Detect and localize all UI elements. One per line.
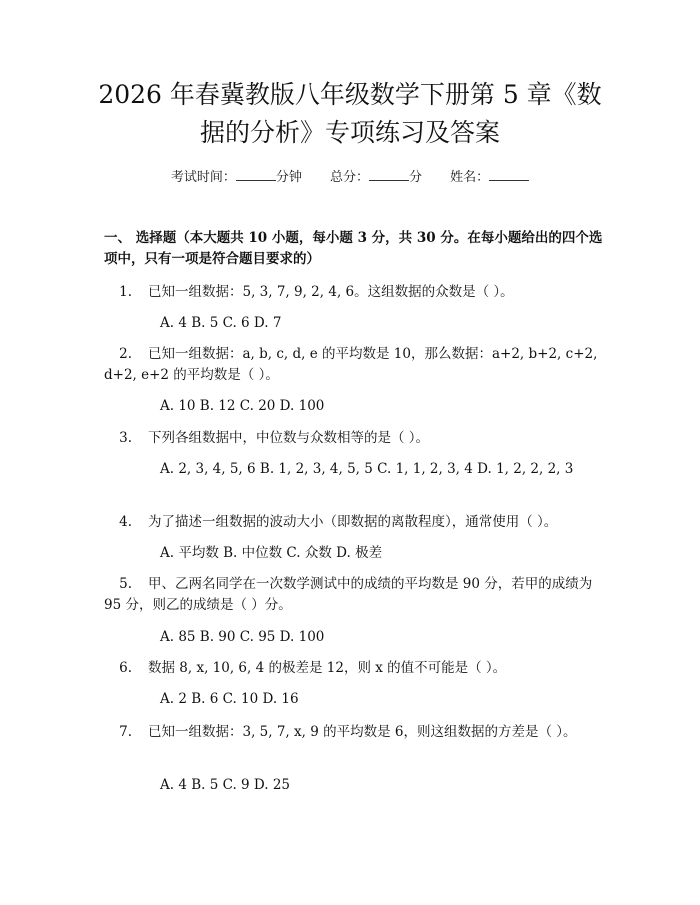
student-name-label: 姓名：	[450, 170, 490, 185]
question-1	[104, 282, 604, 303]
question-number: 6.	[119, 660, 132, 676]
question-text: 甲、乙两名同学在一次数学测试中的成绩的平均数是 90 分，若甲的成绩为 95 分，则乙的成绩是（ ）分。	[104, 576, 593, 613]
question-7-options: A. 4 B. 5 C. 9 D. 25	[160, 777, 291, 793]
total-score-unit: 分	[409, 170, 423, 185]
exam-time-label: 考试时间：	[170, 170, 236, 185]
student-name-blank	[489, 168, 529, 181]
question-3-options: A. 2, 3, 4, 5, 6 B. 1, 2, 3, 4, 5, 5 C. 1, 1, 2, 3, 4 D. 1, 2, 2, 2, 3	[160, 461, 574, 477]
question-text: 数据 8, x, 10, 6, 4 的极差是 12，则 x 的值不可能是（ ）。	[148, 660, 507, 676]
question-5-options: A. 85 B. 90 C. 95 D. 100	[160, 629, 325, 645]
question-number: 3.	[119, 430, 132, 446]
question-text: 为了描述一组数据的波动大小（即数据的离散程度），通常使用（ ）。	[148, 514, 558, 530]
question-text: 下列各组数据中，中位数与众数相等的是（ ）。	[148, 430, 430, 446]
question-3	[104, 428, 604, 449]
document-title	[70, 76, 630, 152]
question-4	[104, 512, 604, 533]
total-score	[330, 170, 426, 185]
question-7	[104, 722, 604, 743]
question-1-options: A. 4 B. 5 C. 6 D. 7	[160, 315, 282, 331]
total-score-blank	[369, 168, 409, 181]
question-4-options: A. 平均数 B. 中位数 C. 众数 D. 极差	[160, 545, 383, 561]
question-2	[104, 344, 604, 386]
question-number: 1.	[119, 284, 132, 300]
question-text: 已知一组数据：a, b, c, d, e 的平均数是 10，那么数据：a+2, b+2, c+2, d+2, e+2 的平均数是（ ）。	[104, 346, 598, 383]
title-line-1: 2026 年春冀教版八年级数学下册第 5 章《数	[98, 80, 602, 109]
exam-time-unit: 分钟	[275, 170, 302, 185]
question-2-options: A. 10 B. 12 C. 20 D. 100	[160, 398, 325, 414]
question-number: 4.	[119, 514, 132, 530]
exam-time-blank	[236, 168, 276, 181]
question-text: 已知一组数据：3, 5, 7, x, 9 的平均数是 6，则这组数据的方差是（ ）。	[148, 724, 577, 740]
exam-time	[171, 170, 306, 185]
title-line-2: 据的分析》专项练习及答案	[199, 118, 500, 147]
question-6	[104, 658, 604, 679]
question-5	[104, 574, 604, 616]
student-name	[450, 170, 529, 185]
question-number: 2.	[119, 346, 132, 362]
question-text: 已知一组数据：5, 3, 7, 9, 2, 4, 6。这组数据的众数是（ ）。	[148, 284, 514, 300]
total-score-label: 总分：	[329, 170, 369, 185]
question-number: 5.	[119, 576, 132, 592]
question-number: 7.	[119, 724, 132, 740]
question-6-options: A. 2 B. 6 C. 10 D. 16	[160, 691, 299, 707]
exam-info-line	[0, 168, 700, 188]
section-header: 一、 选择题（本大题共 10 小题，每小题 3 分，共 30 分。在每小题给出的四个选项中，只有一项是符合题目要求的）	[104, 230, 603, 267]
